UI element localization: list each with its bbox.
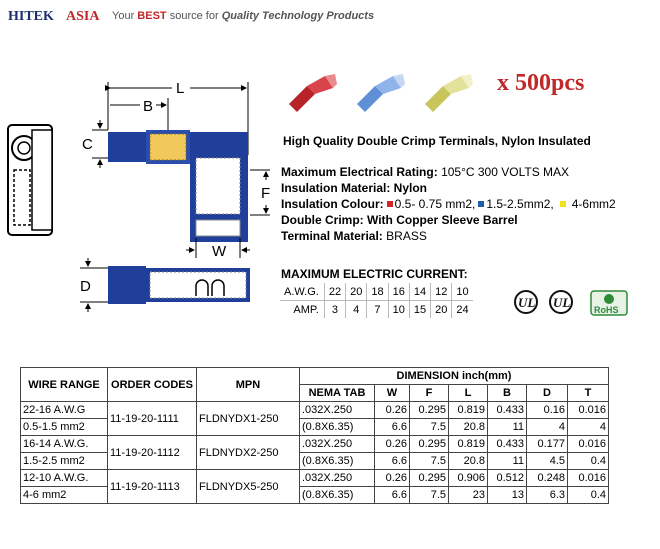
spec-material-value: BRASS	[386, 229, 427, 243]
awg-cell: 10	[452, 283, 473, 301]
w-cell: 0.26	[375, 402, 410, 419]
colour-red-text: 0.5- 0.75 mm2,	[394, 197, 476, 211]
label-F: F	[261, 185, 271, 202]
amp-row	[280, 301, 473, 319]
description-title: High Quality Double Crimp Terminals, Nylon Insulated	[283, 134, 591, 148]
b-cell: 13	[488, 487, 527, 504]
f-cell: 7.5	[410, 453, 449, 470]
t-cell: 4	[568, 419, 609, 436]
header-row	[21, 368, 609, 385]
spec-rating	[281, 165, 569, 179]
w-cell: 6.6	[375, 453, 410, 470]
table-row	[21, 402, 609, 419]
spec-crimp	[281, 213, 518, 227]
b-cell: 11	[488, 419, 527, 436]
l-cell: 0.819	[449, 436, 488, 453]
l-cell: 0.906	[449, 470, 488, 487]
nema-cell: .032X.250	[300, 436, 375, 453]
ul-logo-2	[550, 291, 572, 313]
spec-insulation-label: Insulation Material: Nylon	[281, 181, 428, 195]
d-cell: 4	[527, 419, 568, 436]
svg-text:UL: UL	[518, 295, 536, 310]
spec-crimp-label: Double Crimp: With Copper Sleeve Barrel	[281, 213, 518, 227]
d-cell: 0.248	[527, 470, 568, 487]
colour-yellow-text: 4-6mm2	[571, 197, 616, 211]
label-W: W	[212, 243, 227, 260]
header-dimension: DIMENSION inch(mm)	[300, 368, 609, 385]
awg-cell: 16	[388, 283, 409, 301]
amp-cell: 7	[367, 301, 388, 319]
order-code-cell: 11-19-20-1113	[108, 470, 197, 504]
wire-range-cell: 12-10 A.W.G.	[21, 470, 108, 487]
spec-insulation	[281, 181, 427, 195]
header-b: B	[488, 385, 527, 402]
w-cell: 6.6	[375, 419, 410, 436]
w-cell: 0.26	[375, 470, 410, 487]
wire-range-cell: 16-14 A.W.G.	[21, 436, 108, 453]
nema-cell: .032X.250	[300, 470, 375, 487]
b-cell: 0.433	[488, 402, 527, 419]
technical-drawing	[0, 70, 275, 330]
f-cell: 7.5	[410, 487, 449, 504]
d-cell: 0.16	[527, 402, 568, 419]
mpn-cell: FLDNYDX2-250	[197, 436, 300, 470]
header-w: W	[375, 385, 410, 402]
awg-cell: 18	[367, 283, 388, 301]
t-cell: 0.4	[568, 453, 609, 470]
nema-cell: (0.8X6.35)	[300, 419, 375, 436]
amp-cell: 4	[346, 301, 367, 319]
t-cell: 0.016	[568, 402, 609, 419]
header-wire-range: WIRE RANGE	[21, 368, 108, 402]
blue-swatch	[478, 201, 484, 207]
spec-rating-label: Maximum Electrical Rating:	[281, 165, 438, 179]
header-d: D	[527, 385, 568, 402]
yellow-terminal-image	[425, 74, 473, 112]
w-cell: 0.26	[375, 436, 410, 453]
nema-cell: .032X.250	[300, 402, 375, 419]
nema-cell: (0.8X6.35)	[300, 487, 375, 504]
mpn-cell: FLDNYDX1-250	[197, 402, 300, 436]
wire-range-cell: 1.5-2.5 mm2	[21, 453, 108, 470]
wire-range-cell: 22-16 A.W.G	[21, 402, 108, 419]
label-L: L	[176, 80, 185, 97]
end-view	[8, 125, 52, 235]
terminal-top-view	[108, 130, 248, 242]
f-cell: 0.295	[410, 470, 449, 487]
spec-colour-label: Insulation Colour:	[281, 197, 384, 211]
table-row	[21, 470, 609, 487]
spec-material	[281, 229, 427, 243]
blue-terminal-image	[357, 74, 405, 112]
b-cell: 0.433	[488, 436, 527, 453]
terminal-side-view	[108, 266, 250, 304]
amp-cell: 20	[431, 301, 452, 319]
header-t: T	[568, 385, 609, 402]
ul-logo-1	[515, 291, 537, 313]
awg-cell: 20	[346, 283, 367, 301]
header-nema-tab: NEMA TAB	[300, 385, 375, 402]
label-B: B	[143, 98, 154, 115]
svg-text:RoHS: RoHS	[594, 305, 619, 315]
amp-cell: 15	[409, 301, 430, 319]
svg-text:UL: UL	[553, 295, 571, 310]
tagline	[112, 10, 374, 22]
rohs-logo	[591, 291, 627, 315]
wire-range-cell: 0.5-1.5 mm2	[21, 419, 108, 436]
quantity-label: x 500pcs	[497, 70, 585, 96]
f-cell: 7.5	[410, 419, 449, 436]
current-table	[280, 283, 473, 318]
b-cell: 11	[488, 453, 527, 470]
t-cell: 0.016	[568, 470, 609, 487]
red-terminal-image	[289, 74, 337, 112]
amp-label: AMP.	[293, 303, 319, 316]
l-cell: 0.819	[449, 402, 488, 419]
wire-range-cell: 4-6 mm2	[21, 487, 108, 504]
dimension-table	[20, 367, 609, 504]
f-cell: 0.295	[410, 436, 449, 453]
d-cell: 0.177	[527, 436, 568, 453]
amp-cell: 24	[452, 301, 473, 319]
t-cell: 0.016	[568, 436, 609, 453]
order-code-cell: 11-19-20-1111	[108, 402, 197, 436]
brand-asia: ASIA	[66, 9, 100, 24]
red-swatch	[387, 201, 393, 207]
order-code-cell: 11-19-20-1112	[108, 436, 197, 470]
d-cell: 4.5	[527, 453, 568, 470]
f-cell: 0.295	[410, 402, 449, 419]
spec-material-label: Terminal Material:	[281, 229, 383, 243]
cert-logos	[513, 289, 631, 319]
l-cell: 20.8	[449, 453, 488, 470]
header-f: F	[410, 385, 449, 402]
product-photos	[285, 66, 485, 116]
nema-cell: (0.8X6.35)	[300, 453, 375, 470]
b-cell: 0.512	[488, 470, 527, 487]
current-title: MAXIMUM ELECTRIC CURRENT:	[281, 267, 468, 281]
header-mpn: MPN	[197, 368, 300, 402]
yellow-swatch	[560, 201, 566, 207]
spec-colour	[281, 197, 616, 211]
awg-cell: 14	[409, 283, 430, 301]
label-D: D	[80, 278, 91, 295]
d-cell: 6.3	[527, 487, 568, 504]
table-row	[21, 436, 609, 453]
mpn-cell: FLDNYDX5-250	[197, 470, 300, 504]
label-C: C	[82, 136, 93, 153]
awg-cell: 22	[324, 283, 345, 301]
w-cell: 6.6	[375, 487, 410, 504]
amp-cell: 3	[324, 301, 345, 319]
awg-row	[280, 283, 473, 301]
awg-cell: 12	[431, 283, 452, 301]
tagline-best: BEST	[137, 10, 167, 22]
l-cell: 20.8	[449, 419, 488, 436]
tagline-mid: source for	[169, 10, 219, 22]
awg-label: A.W.G.	[280, 283, 324, 301]
header-order-codes: ORDER CODES	[108, 368, 197, 402]
header-l: L	[449, 385, 488, 402]
t-cell: 0.4	[568, 487, 609, 504]
l-cell: 23	[449, 487, 488, 504]
spec-rating-value: 105°C 300 VOLTS MAX	[441, 165, 570, 179]
tagline-prefix: Your	[112, 10, 135, 22]
tagline-quality: Quality Technology Products	[221, 10, 375, 22]
colour-blue-text: 1.5-2.5mm2,	[486, 197, 554, 211]
brand-hitek: HITEK	[8, 9, 54, 24]
amp-cell: 10	[388, 301, 409, 319]
